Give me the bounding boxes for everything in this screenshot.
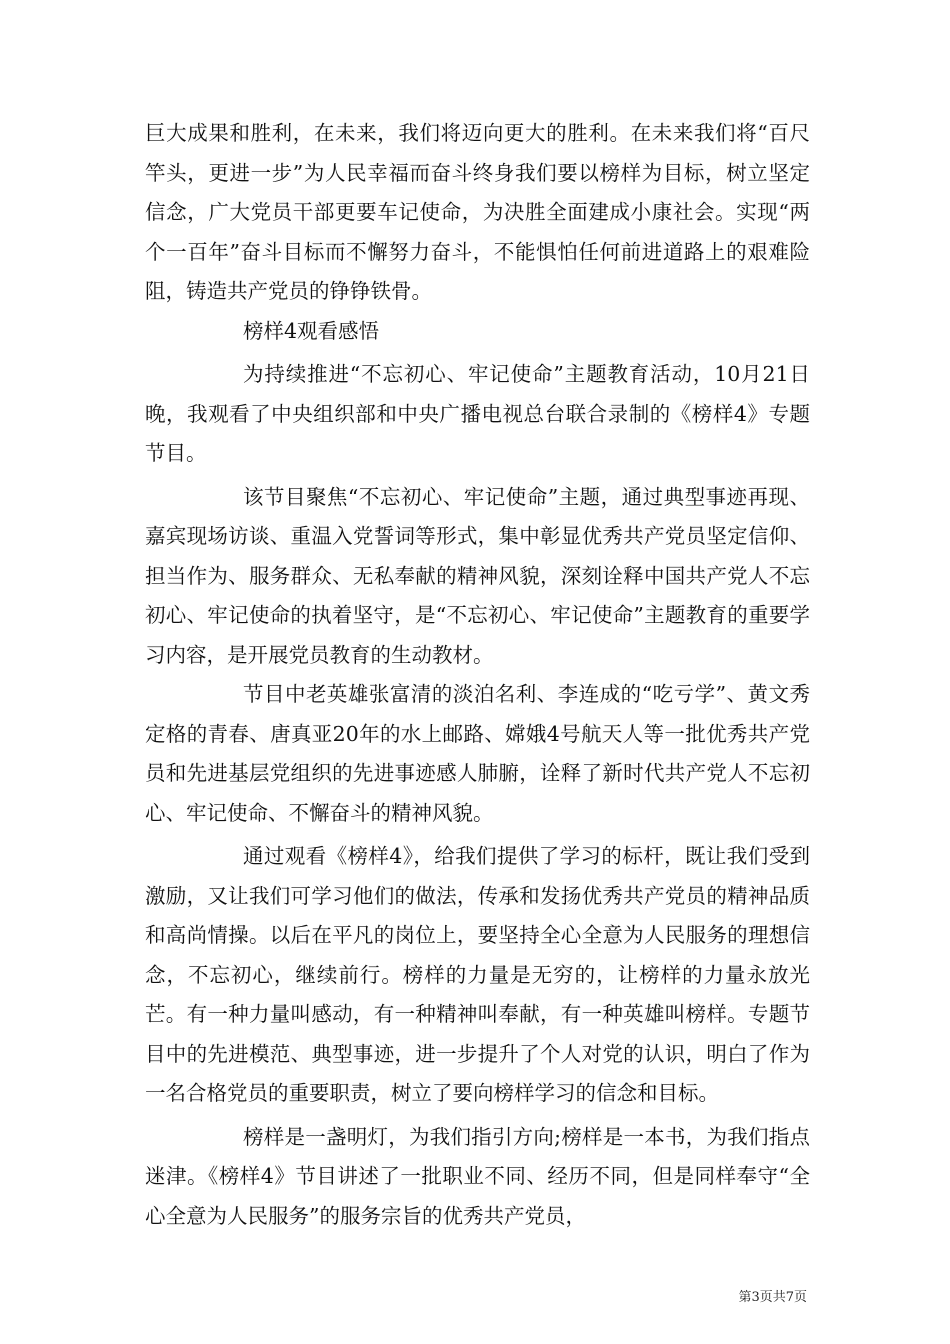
body-text bbox=[145, 114, 810, 1236]
paragraph: 为持续推进“不忘初心、牢记使命”主题教育活动，10月21日晚，我观看了中央组织部和中央广播电视总台联合录制的《榜样4》专题节目。 bbox=[145, 362, 810, 465]
paragraph: 通过观看《榜样4》，给我们提供了学习的标杆，既让我们受到激励，又让我们可学习他们的做法，传承和发扬优秀共产党员的精神品质和高尚情操。以后在平凡的岗位上，要坚持全心全意为人民服务的理想信念，不忘初心，继续前行。榜样的力量是无穷的，让榜样的力量永放光芒。有一种力量叫感动，有一种精神叫奉献，有一种英雄叫榜样。专题节目中的先进模范、典型事迹，进一步提升了个人对党的认识，明白了作为一名合格党员的重要职责，树立了要向榜样学习的信念和目标。 bbox=[145, 844, 810, 1105]
paragraph: 节目中老英雄张富清的淡泊名利、李连成的“吃亏学”、黄文秀定格的青春、唐真亚20年的水上邮路、嫦娥4号航天人等一批优秀共产党员和先进基层党组织的先进事迹感人肺腑，诠释了新时代共产党人不忘初心、牢记使命、不懈奋斗的精神风貌。 bbox=[145, 682, 810, 825]
paragraph: 榜样是一盏明灯，为我们指引方向;榜样是一本书，为我们指点迷津。《榜样4》节目讲述了一批职业不同、经历不同，但是同样奉守“全心全意为人民服务”的服务宗旨的优秀共产党员， bbox=[145, 1124, 810, 1228]
paragraph: 该节目聚焦“不忘初心、牢记使命”主题，通过典型事迹再现、嘉宾现场访谈、重温入党誓词等形式，集中彰显优秀共产党员坚定信仰、担当作为、服务群众、无私奉献的精神风貌，深刻诠释中国共产党人不忘初心、牢记使命的执着坚守，是“不忘初心、牢记使命”主题教育的重要学习内容，是开展党员教育的生动教材。 bbox=[145, 484, 810, 667]
page-number-footer: 第3页共7页 bbox=[738, 1290, 807, 1305]
section-title: 榜样4观看感悟 bbox=[243, 318, 380, 343]
paragraph-continuation: 巨大成果和胜利，在未来，我们将迈向更大的胜利。在未来我们将“百尺竿头，更进一步”为人民幸福而奋斗终身我们要以榜样为目标，树立坚定信念，广大党员干部更要车记使命，为决胜全面建成小康社会。实现“两个一百年”奋斗目标而不懈努力奋斗，不能惧怕任何前进道路上的艰难险阻，铸造共产党员的铮铮铁骨。 bbox=[145, 121, 810, 303]
